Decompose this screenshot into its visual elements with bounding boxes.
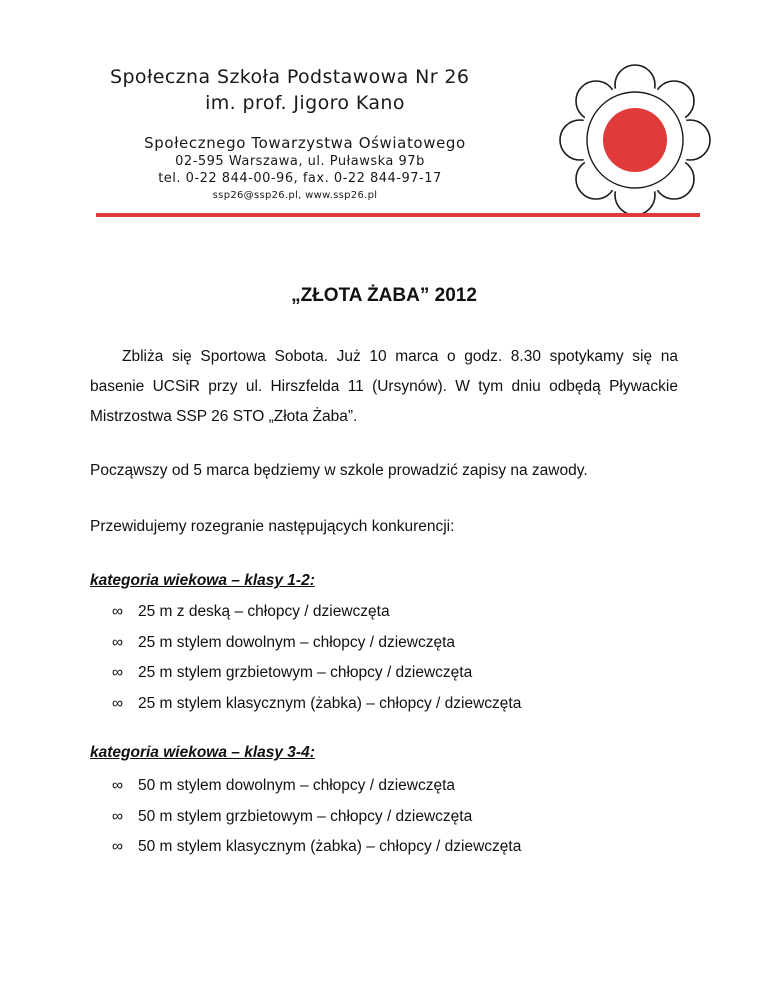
infinity-bullet-icon: ∞ [112, 633, 124, 651]
list-item: ∞ 25 m z deską – chłopcy / dziewczęta [112, 600, 521, 631]
society-name: Społecznego Towarzystwa Oświatowego [144, 134, 466, 152]
category-heading: kategoria wiekowa – klasy 1-2: [90, 572, 315, 589]
document-title: „ZŁOTA ŻABA” 2012 [291, 285, 477, 306]
infinity-bullet-icon: ∞ [112, 838, 124, 855]
header-divider [96, 213, 700, 217]
infinity-bullet-icon: ∞ [112, 664, 124, 681]
school-address: 02-595 Warszawa, ul. Puławska 97b [175, 154, 425, 169]
list-item: ∞ 50 m stylem klasycznym (żabka) – chłopcy / dziewczęta [112, 835, 521, 866]
intro-text: Zbliża się Sportowa Sobota. Już 10 marca o godz. 8.30 spotykamy się na basenie UCSiR przy ul. Hirszfelda 11 (Ursynów). W tym dniu odbędą Pływackie Mistrzostwa SSP 26 STO „Złota Żaba”. [90, 348, 678, 425]
infinity-bullet-icon: ∞ [112, 694, 124, 712]
infinity-bullet-icon: ∞ [112, 603, 124, 620]
list-item: ∞ 25 m stylem dowolnym – chłopcy / dziewczęta [112, 631, 521, 662]
event-list [112, 600, 521, 722]
letterhead [0, 0, 768, 230]
list-item: ∞ 50 m stylem grzbietowym – chłopcy / dziewczęta [112, 805, 521, 836]
infinity-bullet-icon: ∞ [112, 777, 124, 794]
intro-paragraph [90, 342, 678, 432]
school-patron: im. prof. Jigoro Kano [205, 92, 405, 114]
event-list [112, 774, 521, 866]
school-name: Społeczna Szkoła Podstawowa Nr 26 [110, 66, 470, 88]
list-item: ∞ 25 m stylem klasycznym (żabka) – chłopcy / dziewczęta [112, 692, 521, 723]
registration-paragraph: Począwszy od 5 marca będziemy w szkole prowadzić zapisy na zawody. [90, 462, 588, 479]
category-heading: kategoria wiekowa – klasy 3-4: [90, 744, 315, 761]
school-web: ssp26@ssp26.pl, www.ssp26.pl [212, 190, 378, 201]
list-item: ∞ 50 m stylem dowolnym – chłopcy / dziewczęta [112, 774, 521, 805]
list-item: ∞ 25 m stylem grzbietowym – chłopcy / dziewczęta [112, 661, 521, 692]
infinity-bullet-icon: ∞ [112, 807, 124, 825]
school-phone: tel. 0-22 844-00-96, fax. 0-22 844-97-17 [158, 171, 442, 186]
school-emblem-icon [555, 60, 715, 220]
events-intro-paragraph: Przewidujemy rozegranie następujących konkurencji: [90, 518, 455, 535]
